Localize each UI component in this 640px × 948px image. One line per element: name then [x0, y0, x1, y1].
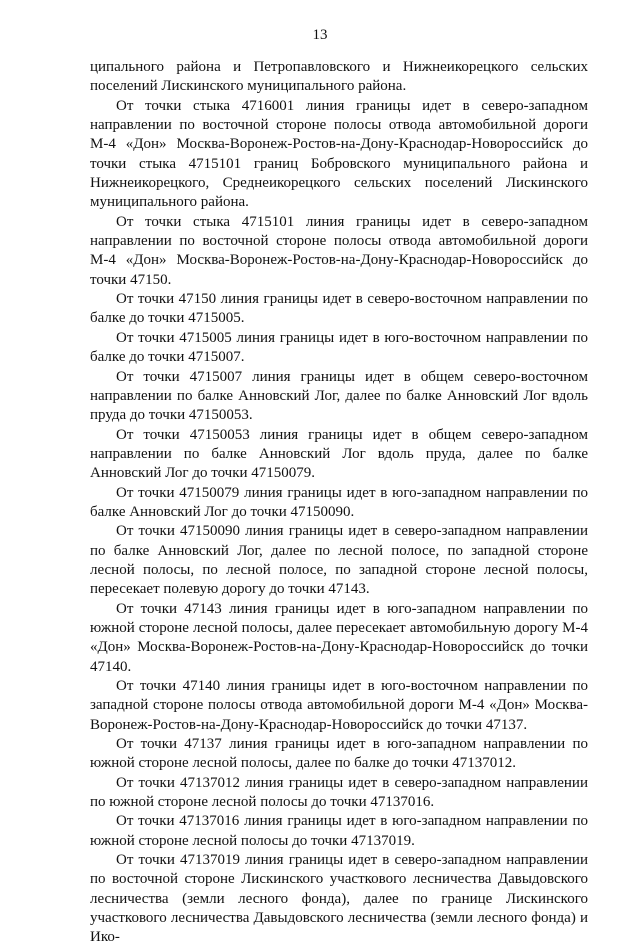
paragraph: От точки 47143 линия границы идет в юго-западном направлении по южной стороне лесной полосы, далее пересекает автомобильную дорогу М-4 «Дон» Москва-Воронеж-Ростов-на-Дону-Краснодар-Новороссийск до точки 47140.: [90, 600, 588, 675]
paragraph: От точки 47137016 линия границы идет в юго-западном направлении по южной стороне лесной полосы до точки 47137019.: [90, 813, 588, 849]
paragraph: От точки 47137019 линия границы идет в северо-западном направлении по восточной стороне Лискинского участкового лесничества Давыдовского лесничества (земли лесного фонда), далее по границе Лискинского участкового лесничества Давыдовского лесничества (земли лесного фонда) и Ико-: [90, 852, 588, 946]
paragraph: От точки 47150053 линия границы идет в общем северо-западном направлении по балке Анновский Лог вдоль пруда, далее по балке Анновский Лог до точки 47150079.: [90, 426, 588, 482]
paragraph: От точки 47150090 линия границы идет в северо-западном направлении по балке Анновский Лог, далее по лесной полосе, по западной стороне лесной полосы, по лесной полосе, по западной стороне лесной полосы, пересекает полевую дорогу до точки 47143.: [90, 523, 588, 598]
paragraph-continuation: ципального района и Петропавловского и Нижнеикорецкого сельских поселений Лискинского муниципального района.: [90, 59, 588, 95]
paragraph: От точки 4715005 линия границы идет в юго-восточном направлении по балке до точки 4715007.: [90, 329, 588, 366]
paragraph: От точки стыка 4716001 линия границы идет в северо-западном направлении по восточной стороне полосы отвода автомобильной дороги М-4 «Дон» Москва-Воронеж-Ростов-на-Дону-Краснодар-Новороссийск до точки стыка 4715101 границ Бобровского муниципального района и Нижнеикорецкого, Среднеикорецкого сельских поселений Лискинского муниципального района.: [90, 97, 588, 211]
paragraph: От точки 47137 линия границы идет в юго-западном направлении по южной стороне лесной полосы, далее по балке до точки 47137012.: [90, 736, 588, 772]
paragraph: От точки 47137012 линия границы идет в северо-западном направлении по южной стороне лесной полосы до точки 47137016.: [90, 774, 588, 811]
document-body: [90, 58, 588, 948]
paragraph: От точки 47140 линия границы идет в юго-восточном направлении по западной стороне полосы отвода автомобильной дороги М-4 «Дон» Москва-Воронеж-Ростов-на-Дону-Краснодар-Новороссийск до точки 47137.: [90, 678, 588, 733]
paragraph: От точки 47150079 линия границы идет в юго-западном направлении по балке Анновский Лог до точки 47150090.: [90, 484, 588, 520]
paragraph: От точки 4715007 линия границы идет в общем северо-восточном направлении по балке Анновский Лог, далее по балке Анновский Лог вдоль пруда до точки 47150053.: [90, 368, 588, 424]
paragraph: От точки 47150 линия границы идет в северо-восточном направлении по балке до точки 4715005.: [90, 291, 588, 327]
paragraph: От точки стыка 4715101 линия границы идет в северо-западном направлении по восточной стороне полосы отвода автомобильной дороги М-4 «Дон» Москва-Воронеж-Ростов-на-Дону-Краснодар-Новороссийск до точки 47150.: [90, 213, 588, 288]
page-number: 13: [312, 27, 328, 43]
